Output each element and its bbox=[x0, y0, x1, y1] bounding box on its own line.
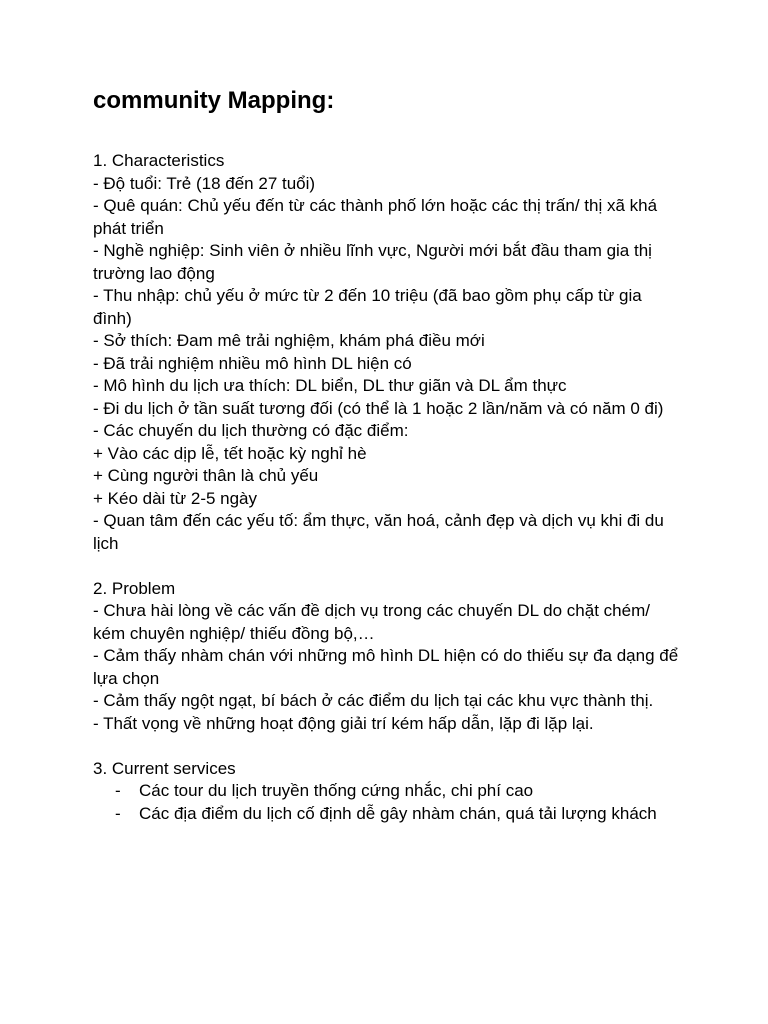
document-body bbox=[93, 84, 683, 825]
list-item bbox=[93, 803, 683, 826]
text-line: - Thất vọng về những hoạt động giải trí kém hấp dẫn, lặp đi lặp lại. bbox=[93, 713, 594, 733]
text-line: - Cảm thấy ngột ngạt, bí bách ở các điểm du lịch tại các khu vực thành thị. bbox=[93, 691, 654, 710]
list-item-text: Các địa điểm du lịch cố định dễ gây nhàm chán, quá tải lượng khách bbox=[139, 803, 657, 823]
section-heading: 1. Characteristics bbox=[93, 151, 225, 170]
document-title: community Mapping: bbox=[93, 87, 335, 114]
list-item bbox=[93, 780, 683, 803]
list-item-text: Các tour du lịch truyền thống cứng nhắc, chi phí cao bbox=[139, 781, 534, 800]
bullet-marker: - bbox=[115, 781, 121, 800]
text-line: + Cùng người thân là chủ yếu bbox=[93, 466, 319, 485]
text-line: - Nghề nghiệp: Sinh viên ở nhiều lĩnh vực, Người mới bắt đầu tham gia thị trường lao động bbox=[93, 241, 652, 283]
text-line: - Độ tuổi: Trẻ (18 đến 27 tuổi) bbox=[93, 173, 316, 193]
section-characteristics bbox=[93, 150, 683, 555]
section-heading: 2. Problem bbox=[93, 578, 176, 598]
text-line: - Các chuyến du lịch thường có đặc điểm: bbox=[93, 421, 409, 440]
section-problem bbox=[93, 578, 683, 736]
bullet-marker: - bbox=[115, 803, 121, 823]
text-line: - Quan tâm đến các yếu tố: ẩm thực, văn hoá, cảnh đẹp và dịch vụ khi đi du lịch bbox=[93, 511, 664, 553]
text-line: - Đi du lịch ở tần suất tương đối (có thể là 1 hoặc 2 lần/năm và có năm 0 đi) bbox=[93, 398, 664, 418]
bullet-list bbox=[93, 780, 683, 825]
text-line: - Thu nhập: chủ yếu ở mức từ 2 đến 10 triệu (đã bao gồm phụ cấp từ gia đình) bbox=[93, 286, 642, 328]
text-line: - Chưa hài lòng về các vấn đề dịch vụ trong các chuyến DL do chặt chém/ kém chuyên nghiệp/ thiếu đồng bộ,… bbox=[93, 601, 650, 643]
text-line: - Sở thích: Đam mê trải nghiệm, khám phá điều mới bbox=[93, 331, 485, 350]
section-current-services bbox=[93, 758, 683, 826]
text-line: - Quê quán: Chủ yếu đến từ các thành phố lớn hoặc các thị trấn/ thị xã khá phát triển bbox=[93, 196, 658, 238]
text-line: + Vào các dịp lễ, tết hoặc kỳ nghỉ hè bbox=[93, 443, 367, 463]
text-line: - Mô hình du lịch ưa thích: DL biển, DL thư giãn và DL ẩm thực bbox=[93, 376, 567, 395]
text-line: - Cảm thấy nhàm chán với những mô hình DL hiện có do thiếu sự đa dạng để lựa chọn bbox=[93, 646, 679, 688]
section-heading: 3. Current services bbox=[93, 758, 236, 778]
text-line: + Kéo dài từ 2-5 ngày bbox=[93, 488, 258, 508]
text-line: - Đã trải nghiệm nhiều mô hình DL hiện có bbox=[93, 353, 412, 373]
